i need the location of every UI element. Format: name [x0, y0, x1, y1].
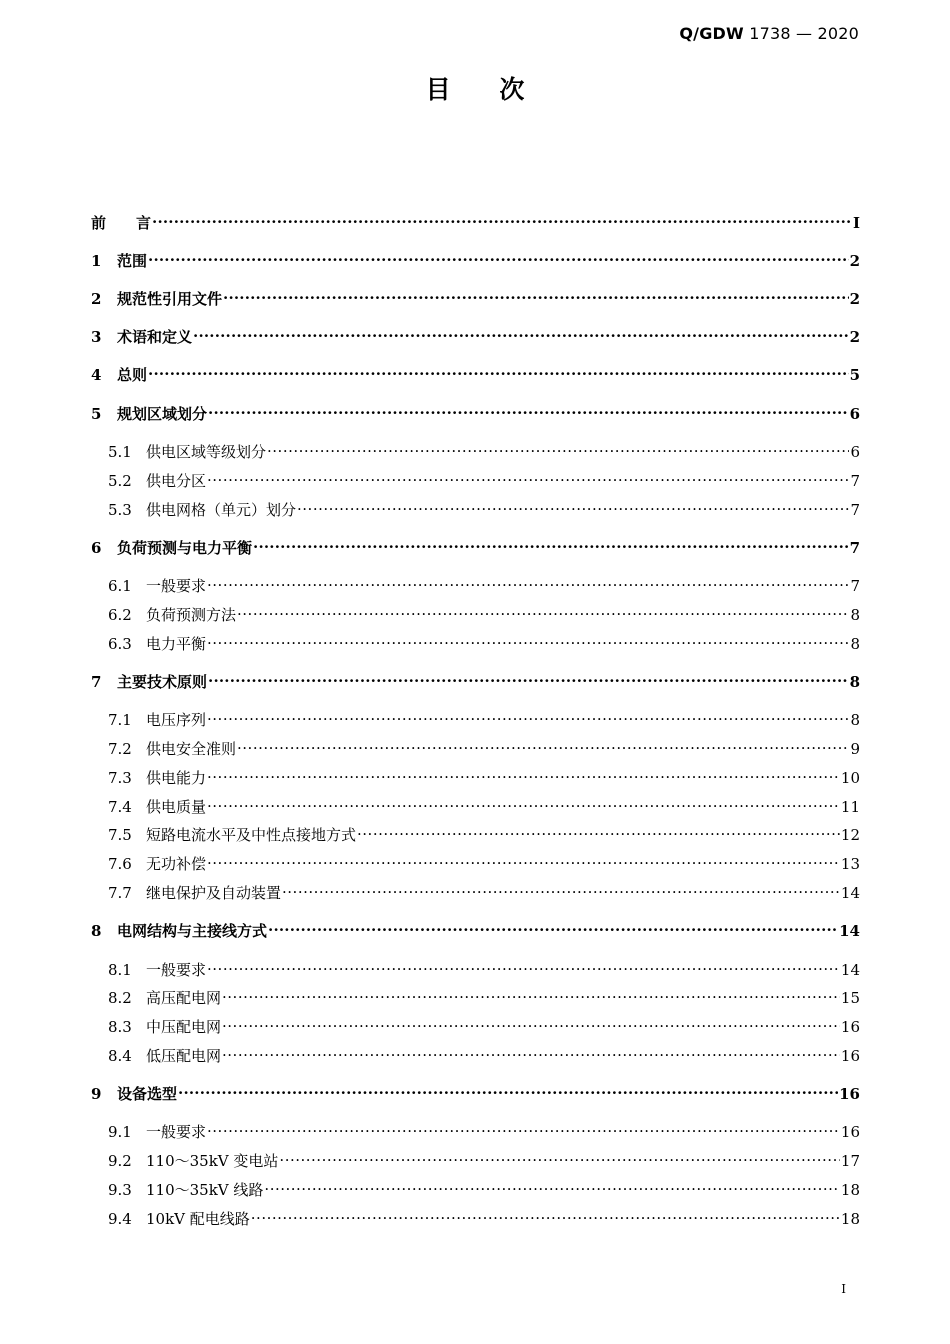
toc-entry-page: 8	[850, 635, 860, 653]
toc-entry-page: 8	[850, 711, 860, 729]
toc-entry-label: 范围	[117, 252, 148, 270]
toc-entry-page: 10	[840, 769, 860, 787]
toc-dot-leader	[222, 1041, 840, 1061]
toc-entry-number: 8.2	[108, 989, 132, 1007]
toc-entry-number: 5.3	[108, 501, 132, 519]
toc-entry-label: 术语和定义	[117, 328, 193, 346]
toc-entry-page: 18	[840, 1181, 860, 1199]
toc-entry[interactable]	[108, 955, 860, 980]
toc-entry-number: 7.1	[108, 711, 132, 729]
toc-entry-number: 9.3	[108, 1181, 132, 1199]
toc-entry[interactable]	[108, 1146, 860, 1171]
toc-entry[interactable]	[91, 1079, 860, 1104]
toc-dot-leader	[148, 360, 849, 380]
toc-entry[interactable]	[108, 792, 860, 817]
toc-entry-label: 总则	[117, 366, 148, 384]
toc-entry-label: 电压序列	[146, 711, 207, 729]
toc-dot-leader	[222, 983, 840, 1003]
toc-entry[interactable]	[91, 360, 860, 385]
toc-entry-number: 7.6	[108, 855, 132, 873]
toc-entry-page: 14	[839, 922, 860, 940]
toc-entry-number: 6.2	[108, 606, 132, 624]
toc-entry-label: 一般要求	[146, 1123, 207, 1141]
toc-entry-label: 负荷预测方法	[146, 606, 237, 624]
toc-entry-page: 6	[850, 443, 860, 461]
toc-entry-page: 14	[840, 961, 860, 979]
toc-entry-number: 5	[91, 405, 102, 423]
toc-dot-leader	[207, 1117, 840, 1137]
toc-entry-label: 供电安全准则	[146, 740, 237, 758]
toc-entry[interactable]	[108, 1175, 860, 1200]
toc-dot-leader	[208, 667, 849, 687]
toc-entry-page: 16	[840, 1123, 860, 1141]
toc-entry-number: 8.1	[108, 961, 132, 979]
toc-entry-page: 18	[840, 1210, 860, 1228]
toc-dot-leader	[148, 246, 849, 266]
toc-entry-label: 主要技术原则	[117, 673, 208, 691]
toc-entry[interactable]	[91, 533, 860, 558]
toc-entry-number: 7.3	[108, 769, 132, 787]
page-title: 目 次	[425, 75, 525, 104]
toc-entry-label: 规划区域划分	[117, 405, 208, 423]
toc-entry[interactable]	[91, 916, 860, 941]
toc-entry-page: 13	[840, 855, 860, 873]
toc-dot-leader	[207, 629, 849, 649]
toc-entry-page: 2	[849, 328, 860, 346]
toc-entry-number: 7.4	[108, 798, 132, 816]
toc-entry[interactable]	[91, 284, 860, 309]
toc-dot-leader	[223, 284, 849, 304]
toc-entry[interactable]	[108, 1041, 860, 1066]
toc-dot-leader	[251, 1204, 840, 1224]
toc-entry-label: 供电能力	[146, 769, 207, 787]
toc-entry[interactable]	[108, 705, 860, 730]
toc-entry-label: 前 言	[91, 214, 152, 232]
toc-entry-page: 6	[849, 405, 860, 423]
toc-entry-number: 4	[91, 366, 102, 384]
toc-dot-leader	[264, 1175, 839, 1195]
toc-dot-leader	[207, 571, 849, 591]
toc-entry[interactable]	[108, 820, 860, 845]
toc-entry-page: 15	[840, 989, 860, 1007]
toc-entry-number: 5.2	[108, 472, 132, 490]
toc-entry-page: 11	[840, 798, 860, 816]
toc-dot-leader	[207, 763, 840, 783]
toc-entry-number: 9	[91, 1085, 102, 1103]
toc-entry-number: 7	[91, 673, 102, 691]
toc-entry-number: 8.3	[108, 1018, 132, 1036]
toc-entry-label: 短路电流水平及中性点接地方式	[146, 826, 357, 844]
toc-dot-leader	[207, 466, 849, 486]
toc-entry-number: 3	[91, 328, 102, 346]
toc-entry-page: 7	[850, 501, 860, 519]
toc-entry-page: 14	[840, 884, 860, 902]
toc-entry-page: 17	[840, 1152, 860, 1170]
toc-entry[interactable]	[108, 1012, 860, 1037]
toc-entry[interactable]	[108, 1204, 860, 1229]
toc-entry[interactable]	[108, 437, 860, 462]
toc-entry-number: 8	[91, 922, 102, 940]
toc-entry-label: 电力平衡	[146, 635, 207, 653]
toc-entry-page: 2	[849, 290, 860, 308]
toc-entry-number: 2	[91, 290, 102, 308]
page-number: I	[841, 1282, 846, 1296]
toc-entry[interactable]	[91, 399, 860, 424]
toc-entry-page: 7	[850, 472, 860, 490]
standard-code-header	[679, 24, 859, 43]
toc-entry-label: 无功补偿	[146, 855, 207, 873]
toc-dot-leader	[268, 916, 838, 936]
toc-entry-label: 供电区域等级划分	[146, 443, 267, 461]
toc-entry-label: 电网结构与主接线方式	[117, 922, 268, 940]
toc-entry-number: 6	[91, 539, 102, 557]
toc-entry[interactable]	[108, 629, 860, 654]
toc-entry[interactable]	[108, 571, 860, 596]
toc-entry-number: 6.1	[108, 577, 132, 595]
toc-entry[interactable]	[91, 246, 860, 271]
toc-entry-page: 16	[839, 1085, 860, 1103]
toc-entry-label: 一般要求	[146, 577, 207, 595]
toc-entry-label: 设备选型	[117, 1085, 178, 1103]
toc-entry[interactable]	[91, 208, 860, 233]
toc-entry-label: 低压配电网	[146, 1047, 222, 1065]
toc-entry-number: 7.5	[108, 826, 132, 844]
toc-entry-page: 7	[849, 539, 860, 557]
toc-dot-leader	[152, 208, 852, 228]
toc-entry-page: 8	[850, 606, 860, 624]
toc-entry-number: 6.3	[108, 635, 132, 653]
toc-entry-page: 5	[849, 366, 860, 384]
toc-dot-leader	[253, 533, 849, 553]
toc-entry-label: 继电保护及自动装置	[146, 884, 282, 902]
toc-entry-label: 高压配电网	[146, 989, 222, 1007]
toc-dot-leader	[207, 849, 840, 869]
toc-entry-number: 8.4	[108, 1047, 132, 1065]
toc-dot-leader	[297, 495, 849, 515]
toc-entry[interactable]	[108, 600, 860, 625]
toc-dot-leader	[208, 399, 849, 419]
toc-dot-leader	[178, 1079, 838, 1099]
toc-entry-label: 供电网格（单元）划分	[146, 501, 297, 519]
toc-entry-page: 9	[850, 740, 860, 758]
toc-entry[interactable]	[108, 466, 860, 491]
toc-entry-number: 7.7	[108, 884, 132, 902]
toc-entry-label: 110～35kV 变电站	[146, 1152, 279, 1170]
toc-entry[interactable]	[108, 878, 860, 903]
toc-entry-page: I	[852, 214, 860, 232]
toc-dot-leader	[207, 955, 840, 975]
toc-entry-number: 5.1	[108, 443, 132, 461]
toc-dot-leader	[237, 734, 849, 754]
toc-dot-leader	[237, 600, 849, 620]
toc-entry-number: 9.4	[108, 1210, 132, 1228]
toc-entry-label: 中压配电网	[146, 1018, 222, 1036]
toc-entry-number: 9.2	[108, 1152, 132, 1170]
toc-entry-label: 规范性引用文件	[117, 290, 223, 308]
standard-code: Q/GDW	[679, 24, 744, 43]
toc-entry-number: 7.2	[108, 740, 132, 758]
toc-dot-leader	[222, 1012, 840, 1032]
toc-entry[interactable]	[108, 983, 860, 1008]
toc-entry-label: 负荷预测与电力平衡	[117, 539, 253, 557]
toc-dot-leader	[357, 820, 840, 840]
toc-entry-label: 供电质量	[146, 798, 207, 816]
toc-entry[interactable]	[108, 1117, 860, 1142]
toc-entry-number: 1	[91, 252, 102, 270]
toc-entry[interactable]	[91, 667, 860, 692]
toc-entry-page: 12	[840, 826, 860, 844]
toc-entry-page: 2	[849, 252, 860, 270]
toc-entry-label: 10kV 配电线路	[146, 1210, 250, 1228]
toc-entry-number: 9.1	[108, 1123, 132, 1141]
toc-entry-page: 16	[840, 1018, 860, 1036]
toc-dot-leader	[267, 437, 849, 457]
toc-dot-leader	[207, 705, 849, 725]
toc-dot-leader	[193, 322, 849, 342]
toc-dot-leader	[207, 792, 840, 812]
toc-entry-label: 一般要求	[146, 961, 207, 979]
toc-entry-label: 供电分区	[146, 472, 207, 490]
standard-number: 1738 — 2020	[749, 24, 859, 43]
toc-dot-leader	[282, 878, 840, 898]
toc-entry[interactable]	[108, 849, 860, 874]
toc-entry-page: 7	[850, 577, 860, 595]
toc-dot-leader	[279, 1146, 839, 1166]
toc-entry-page: 8	[849, 673, 860, 691]
toc-entry[interactable]	[108, 734, 860, 759]
toc-entry[interactable]	[91, 322, 860, 347]
toc-entry[interactable]	[108, 495, 860, 520]
toc-entry[interactable]	[108, 763, 860, 788]
toc-entry-label: 110～35kV 线路	[146, 1181, 264, 1199]
toc-entry-page: 16	[840, 1047, 860, 1065]
